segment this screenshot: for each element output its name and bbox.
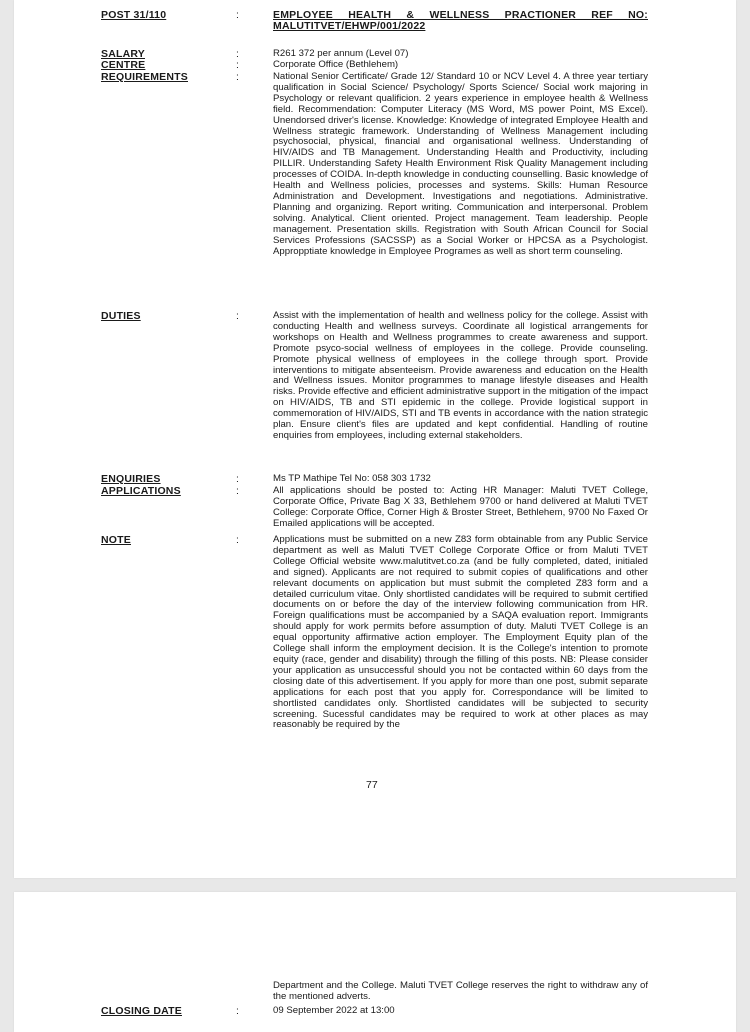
note-colon: : — [236, 534, 239, 546]
salary-value: R261 372 per annum (Level 07) — [273, 48, 409, 59]
document-page-1 — [14, 0, 736, 878]
post-title: EMPLOYEE HEALTH & WELLNESS PRACTIONER REF NO: MALUTITVET/EHWP/001/2022 — [273, 9, 648, 32]
duties-label: DUTIES — [101, 310, 141, 322]
centre-value: Corporate Office (Bethlehem) — [273, 59, 399, 70]
applications-label: APPLICATIONS — [101, 485, 181, 497]
salary-colon: : — [236, 48, 239, 60]
centre-label: CENTRE — [101, 59, 146, 71]
document-page-2 — [14, 892, 736, 1032]
applications-value: All applications should be posted to: Acting HR Manager: Maluti TVET College, Corporate Office, Private Bag X 33, Bethlehem 9700 or hand delivered at Maluti TVET College: Corporate Office, Corner High & Broster Street, Bethlehem, 9700 No Faxed Or Emailed applications will be accepted. — [273, 485, 648, 529]
closing-date-colon: : — [236, 1005, 239, 1017]
page-number: 77 — [366, 779, 378, 791]
note-value: Applications must be submitted on a new Z83 form obtainable from any Public Service department as well as Maluti TVET College Corporate Office or from Maluti TVET College Official website www.malutitvet.co.za (and be fully completed, dated, initialed and signed). Applicants are not required to submit copies of qualifications and other relevant documents on application but must submit the completed Z83 form and a detailed curriculum vitae. Only shortlisted candidates will be required to submit certified documents on or before the day of the interview following communication from HR. Foreign qualifications must be accompanied by a SAQA evaluation report. Immigrants should apply for work permits before assumption of duty. Maluti TVET College is an equal opportunity affirmative action employer. The Employment Equity plan of the College shall inform the employment decision. It is the College's intention to promote equity (race, gender and disability) through the filling of this posts. NB: Please consider your application as unsuccessful should you not be contacted within 60 days from the closing date of this advertisement. If you apply for more than one post, submit separate applications for each post that you apply for. Correspondance will be limited to shortlisted candidates only. Shortlisted candidates will be subjected to security screening. Sucessful candidates may be required to work at other places as may reasonably be required by the — [273, 534, 648, 731]
closing-date-label: CLOSING DATE — [101, 1005, 182, 1017]
enquiries-value: Ms TP Mathipe Tel No: 058 303 1732 — [273, 473, 431, 484]
duties-value: Assist with the implementation of health and wellness policy for the college. Assist with conducting Health and wellness surveys. Coordinate all logistical arrangements for workshops on Health and Wellness programmes to create awareness and support. Promote psyco-social wellness of employees in the college. Provide counseling. Promote physical wellness of employees in the college through sport. Provide interventions to mitigate absenteeism. Provide awareness and education on the Health and Wellness issues. Monitor programmes to manage lifestyle diseases and Health risks. Provide effective and efficient administrative support in the mitigation of the impact on HIV/AIDS, TB and STI epidemic in the college. Provide logistical support in commemoration of HIV/AIDS, STI and TB events in accordance with the nation strategic plan. Ensure client's files are updated and kept confidential. Handling of routine enquiries from employees, including external stakeholders. — [273, 310, 648, 441]
applications-colon: : — [236, 485, 239, 497]
duties-colon: : — [236, 310, 239, 322]
enquiries-colon: : — [236, 473, 239, 485]
post-colon: : — [236, 9, 239, 21]
requirements-colon: : — [236, 71, 239, 83]
requirements-value: National Senior Certificate/ Grade 12/ Standard 10 or NCV Level 4. A three year tertiary qualification in Social Science/ Psychology/ Sports Science/ Social work majoring in Psychology or relevant qualificion. 2 years experience in employee health & Wellness field. Recommendation: Computer Literacy (MS Word, MS power Point, MS Excel). Unendorsed driver's license. Knowledge: Knowledge of integrated Employee Health and Wellness strategic framework. Understanding of Wellness Management including psychosocial, physical, financial and organisational wellness. Understanding of HIV/AIDS and TB Management. Understanding Health and Productivity, including PILLIR. Understanding Safety Health Environment Risk Quality Management including processes of COIDA. In-depth knowledge in conducting counselling. Basic knowledge of Health and Wellness policies, processes and systems. Skills: Human Resource Administration and Development. Investigations and negotiations. Administrative. Planning and organizing. Report writing. Communication and interpersonal. Problem solving. Analytical. Client oriented. Project management. Team leadership. People management. Presentation skills. Registration with South African Council for Social Services Professions (SACSSP) as a Social Worker or HPCSA as a Psychologist. Appropptiate knowledge in Employee Programes as well as short term counseling. — [273, 71, 648, 257]
post-label: POST 31/110 — [101, 9, 167, 21]
enquiries-label: ENQUIRIES — [101, 473, 161, 485]
salary-label: SALARY — [101, 48, 145, 60]
note-continuation: Department and the College. Maluti TVET College reserves the right to withdraw any of the mentioned adverts. — [273, 980, 648, 1002]
closing-date-value: 09 September 2022 at 13:00 — [273, 1005, 395, 1016]
note-label: NOTE — [101, 534, 131, 546]
requirements-label: REQUIREMENTS — [101, 71, 188, 83]
centre-colon: : — [236, 59, 239, 71]
